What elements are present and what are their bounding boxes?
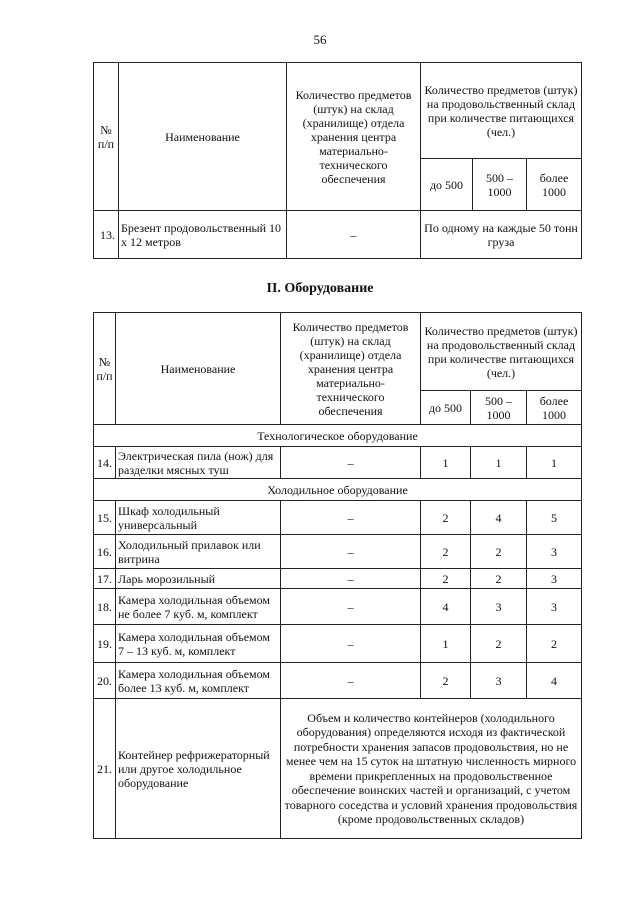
row-name: Ларь морозильный [116,569,281,589]
equipment-table [93,312,582,839]
row-value-more: 3 [527,535,582,569]
table-continued [93,62,582,259]
row-value-1000: 2 [471,535,527,569]
row-value-1000: 3 [471,589,527,625]
section-title: II. Оборудование [266,281,374,296]
row-warehouse: – [281,663,421,699]
row-value-more: 3 [527,569,582,589]
header-col-over-1000: более 1000 [527,159,582,211]
row-num: 13. [94,211,119,259]
row-value-500: 1 [421,625,471,663]
row-num: 15. [94,501,116,535]
row-name: Холодильный прилавок или витрина [116,535,281,569]
row-warehouse: – [281,447,421,479]
row-warehouse: – [281,625,421,663]
row-value-more: 1 [527,447,582,479]
row-value-500: 2 [421,569,471,589]
row-num: 16. [94,535,116,569]
row-value-1000: 2 [471,625,527,663]
header-name: Наименование [116,313,281,425]
header-col-up-to-500: до 500 [421,159,473,211]
header-qty-warehouse: Количество предметов (штук) на склад (хранилище) отдела хранения центра материально-технического обеспечения [287,63,421,211]
row-value-500: 1 [421,447,471,479]
table-row [94,569,582,589]
header-qty-food-warehouse: Количество предметов (штук) на продовольственный склад при количестве питающихся (чел.) [421,63,582,159]
row-value-500: 4 [421,589,471,625]
row-warehouse: – [281,535,421,569]
row-num: 18. [94,589,116,625]
row-value-more: 4 [527,663,582,699]
header-qty-food-warehouse: Количество предметов (штук) на продовольственный склад при количестве питающихся (чел.) [421,313,582,391]
row-name: Брезент продовольственный 10 х 12 метров [119,211,287,259]
header-num: № п/п [94,313,116,425]
page-number: 56 [313,32,327,47]
row-num: 19. [94,625,116,663]
table-row [94,589,582,625]
row-note: Объем и количество контейнеров (холодильного оборудования) определяются исходя из фактической потребности хранения запасов продовольствия, но не менее чем на 15 суток на штатную численность мирного времени прикрепленных на продовольственное обеспечение воинских частей и организаций, с учетом товарного соседства и условий хранения продовольствия (кроме продовольственных складов) [281,699,582,839]
header-name: Наименование [119,63,287,211]
table-row [94,501,582,535]
row-value-1000: 1 [471,447,527,479]
row-warehouse: – [281,569,421,589]
row-warehouse: – [281,589,421,625]
row-warehouse: – [281,501,421,535]
row-num: 14. [94,447,116,479]
header-num: № п/п [94,63,119,211]
header-col-up-to-500: до 500 [421,391,471,425]
table-row [94,663,582,699]
row-num: 21. [94,699,116,839]
row-value-500: 2 [421,663,471,699]
row-name: Электрическая пила (нож) для разделки мясных туш [116,447,281,479]
row-name: Камера холодильная объемом 7 – 13 куб. м, комплект [116,625,281,663]
header-col-500-1000: 500 – 1000 [471,391,527,425]
row-num: 17. [94,569,116,589]
row-value-1000: 3 [471,663,527,699]
row-warehouse: – [287,211,421,259]
table-row [94,535,582,569]
row-name: Контейнер рефрижераторный или другое холодильное оборудование [116,699,281,839]
row-name: Шкаф холодильный универсальный [116,501,281,535]
header-col-500-1000: 500 – 1000 [473,159,527,211]
group-title-technological: Технологическое оборудование [94,425,582,447]
row-num: 20. [94,663,116,699]
row-name: Камера холодильная объемом более 13 куб. м, комплект [116,663,281,699]
row-value-more: 3 [527,589,582,625]
row-name: Камера холодильная объемом не более 7 куб. м, комплект [116,589,281,625]
table-row [94,211,582,259]
table-row [94,699,582,839]
row-value-more: 5 [527,501,582,535]
row-value-1000: 2 [471,569,527,589]
row-value-500: 2 [421,535,471,569]
header-col-over-1000: более 1000 [527,391,582,425]
row-value-more: 2 [527,625,582,663]
row-merged-value: По одному на каждые 50 тонн груза [421,211,582,259]
row-value-500: 2 [421,501,471,535]
table-row [94,447,582,479]
group-title-refrigeration: Холодильное оборудование [94,479,582,501]
row-value-1000: 4 [471,501,527,535]
table-row [94,625,582,663]
header-qty-warehouse: Количество предметов (штук) на склад (хранилище) отдела хранения центра материально-технического обеспечения [281,313,421,425]
